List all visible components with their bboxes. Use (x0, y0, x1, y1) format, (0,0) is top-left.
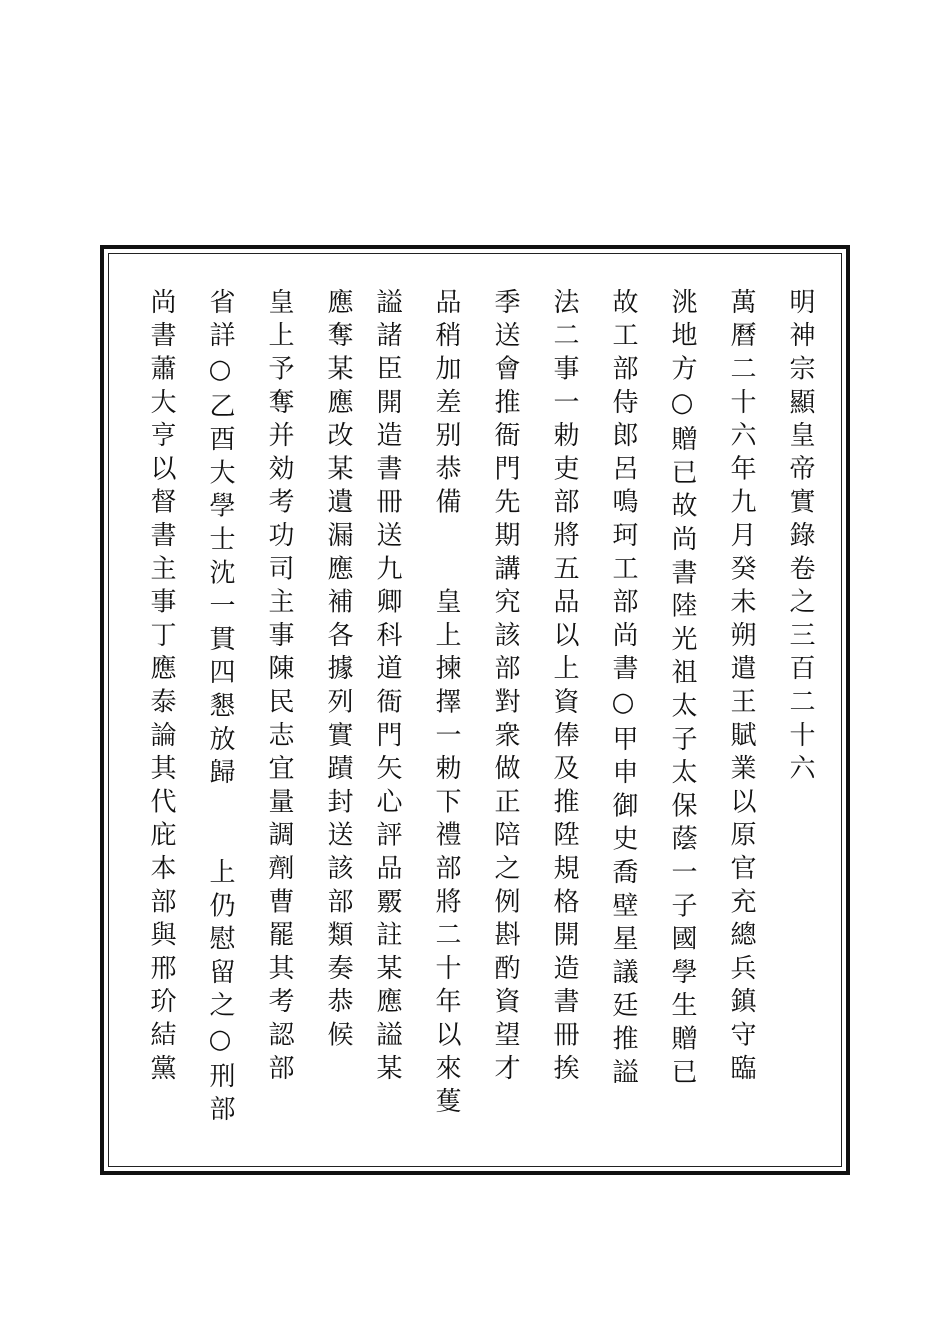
text-column: 尚書蕭大亨以督書主事丁應泰論其代庇本部與邢玠結黨 (146, 288, 176, 1088)
text-column: 謚諸臣開造書冊送九卿科道衙門矢心評品覈註某應謚某 (372, 288, 402, 1088)
text-column: 季送會推衙門先期講究該部對衆做正陪之例斟酌資望才 (490, 288, 520, 1088)
text-column: 皇上予奪并効考功司主事陳民志宜量調劑曹罷其考認部 (264, 288, 294, 1088)
text-column: 洮地方○贈已故尚書陸光祖太子太保蔭一子國學生贈已 (667, 288, 697, 1092)
text-column: 明神宗顯皇帝實錄卷之三百二十六 (785, 288, 815, 788)
text-column: 應奪某應改某遺漏應補各據列實蹟封送該部類奏恭候 (323, 288, 353, 1054)
text-column: 省詳○乙酉大學士沈一貫四懇放歸 上仍慰留之○刑部 (205, 288, 235, 1129)
text-column: 故工部侍郎呂鳴珂工部尚書○甲申御史喬壁星議廷推謚 (608, 288, 638, 1092)
text-column: 品稍加差别恭備 皇上揀擇一勅下禮部將二十年以來蒦 (431, 288, 461, 1121)
text-column: 萬曆二十六年九月癸未朔遣王賦業以原官充總兵鎮守臨 (726, 288, 756, 1088)
text-column: 法二事一勅吏部將五品以上資俸及推陞規格開造書冊挨 (549, 288, 579, 1088)
